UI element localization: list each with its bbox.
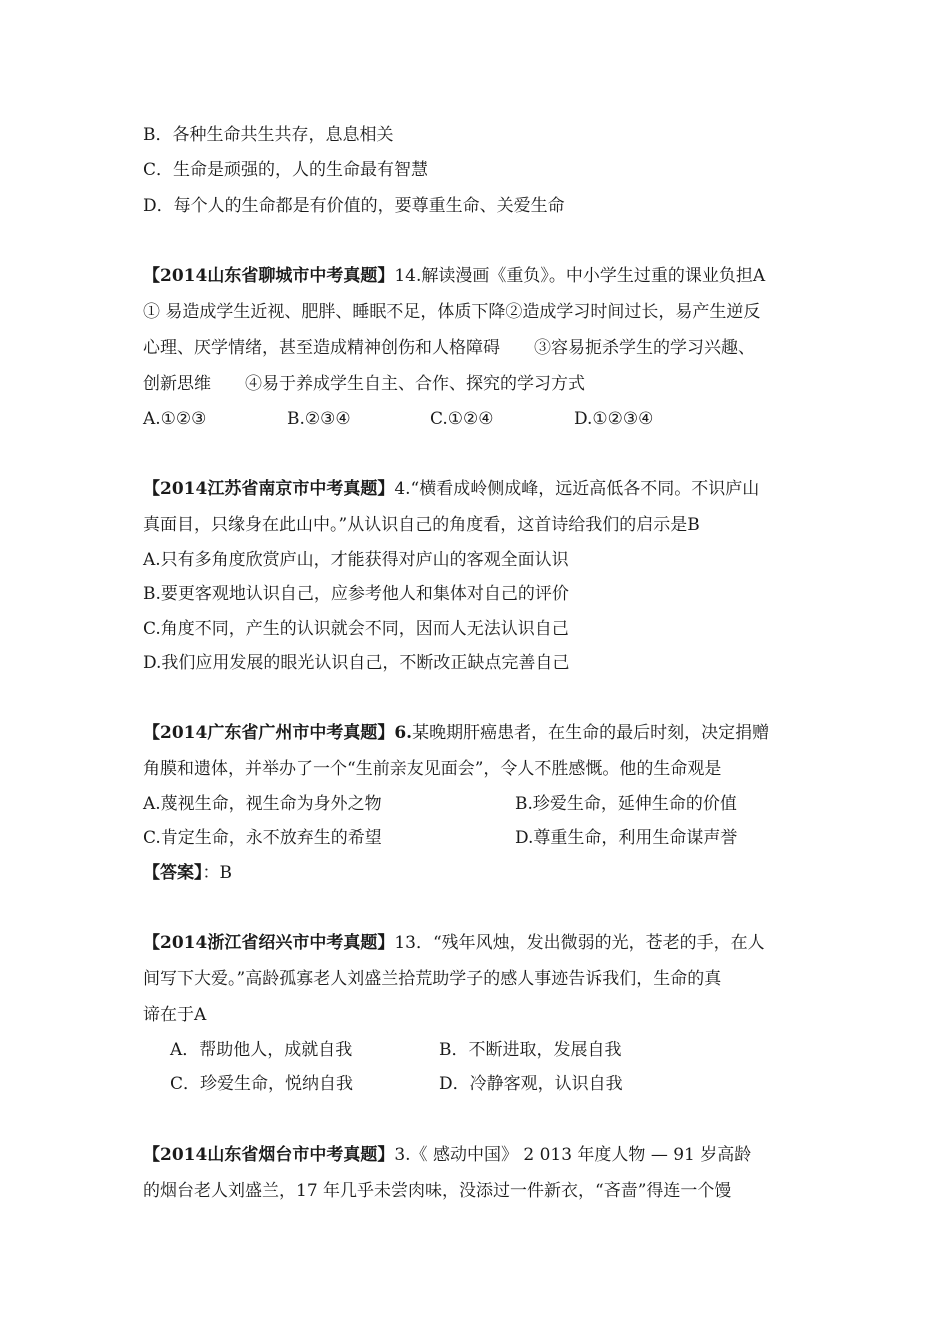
q2-option-b: B.要更客观地认识自己，应参考他人和集体对自己的评价 — [143, 584, 569, 604]
q0-option-d: D．每个人的生命都是有价值的，要尊重生命、关爱生命 — [143, 196, 565, 216]
q0-option-c: C．生命是顽强的，人的生命最有智慧 — [143, 160, 429, 180]
q4-stem-line-3: 谛在于A — [143, 1005, 207, 1025]
q4-option-b: B．不断进取，发展自我 — [439, 1040, 622, 1060]
q3-option-d: D.尊重生命，利用生命谋声誉 — [515, 828, 738, 848]
q4-option-c: C．珍爱生命，悦纳自我 — [170, 1074, 354, 1094]
q5-text: 3.《 感动中国》 2 013 年度人物 — 91 岁高龄 — [394, 1145, 752, 1165]
q4-stem-line-1 — [143, 932, 813, 954]
q1-source-tag: 【2014山东省聊城市中考真题】 — [143, 266, 395, 286]
q1-stem-line-4: 创新思维 ④易于养成学生自主、合作、探究的学习方式 — [143, 374, 585, 394]
q5-stem-line-1 — [143, 1144, 813, 1166]
q4-option-d: D．冷静客观，认识自我 — [439, 1074, 623, 1094]
q1-option-a: A.①②③ — [143, 409, 207, 429]
q3-stem-line-1 — [143, 722, 813, 744]
q1-stem-line-1 — [143, 265, 813, 287]
q3-answer-value: ：B — [202, 863, 232, 883]
q4-source-tag: 【2014浙江省绍兴市中考真题】 — [143, 933, 395, 953]
q3-option-c: C.肯定生命，永不放弃生的希望 — [143, 828, 382, 848]
q1-option-d: D.①②③④ — [574, 409, 654, 429]
q3-option-b: B.珍爱生命，延伸生命的价值 — [515, 794, 737, 814]
q4-text: 13．“残年风烛，发出微弱的光，苍老的手，在人 — [394, 933, 765, 953]
q4-option-a: A．帮助他人，成就自我 — [170, 1040, 353, 1060]
q1-option-c: C.①②④ — [430, 409, 494, 429]
q3-answer — [143, 862, 813, 884]
q3-option-a: A.蔑视生命，视生命为身外之物 — [143, 794, 382, 814]
q3-text: 某晚期肝癌患者，在生命的最后时刻，决定捐赠 — [412, 723, 770, 743]
q3-stem-line-2: 角膜和遗体，并举办了一个“生前亲友见面会”，令人不胜感慨。他的生命观是 — [143, 759, 722, 779]
q3-answer-label: 【答案】 — [143, 863, 203, 883]
q2-stem-line-1 — [143, 478, 813, 500]
q2-option-c: C.角度不同，产生的认识就会不同，因而人无法认识自己 — [143, 619, 569, 639]
q3-number: 6. — [394, 723, 413, 743]
q3-source-tag: 【2014广东省广州市中考真题】 — [143, 723, 395, 743]
q0-option-b: B．各种生命共生共存，息息相关 — [143, 125, 394, 145]
q5-source-tag: 【2014山东省烟台市中考真题】 — [143, 1145, 395, 1165]
q1-text: 14.解读漫画《重负》。中小学生过重的课业负担A — [394, 266, 766, 286]
q2-stem-line-2: 真面目，只缘身在此山中。”从认识自己的角度看，这首诗给我们的启示是B — [143, 515, 700, 535]
q2-source-tag: 【2014江苏省南京市中考真题】 — [143, 479, 395, 499]
q2-option-a: A.只有多角度欣赏庐山，才能获得对庐山的客观全面认识 — [143, 550, 569, 570]
q4-stem-line-2: 间写下大爱。”高龄孤寡老人刘盛兰拾荒助学子的感人事迹告诉我们，生命的真 — [143, 969, 722, 989]
q1-stem-line-2: ① 易造成学生近视、肥胖、睡眠不足，体质下降②造成学习时间过长，易产生逆反 — [143, 302, 761, 322]
q2-text: 4.“横看成岭侧成峰，远近高低各不同。不识庐山 — [394, 479, 760, 499]
q1-option-b: B.②③④ — [287, 409, 351, 429]
q5-stem-line-2: 的烟台老人刘盛兰，17 年几乎未尝肉味，没添过一件新衣，“吝啬”得连一个馒 — [143, 1181, 732, 1201]
q2-option-d: D.我们应用发展的眼光认识自己，不断改正缺点完善自己 — [143, 653, 570, 673]
q1-stem-line-3: 心理、厌学情绪，甚至造成精神创伤和人格障碍 ③容易扼杀学生的学习兴趣、 — [143, 338, 755, 358]
